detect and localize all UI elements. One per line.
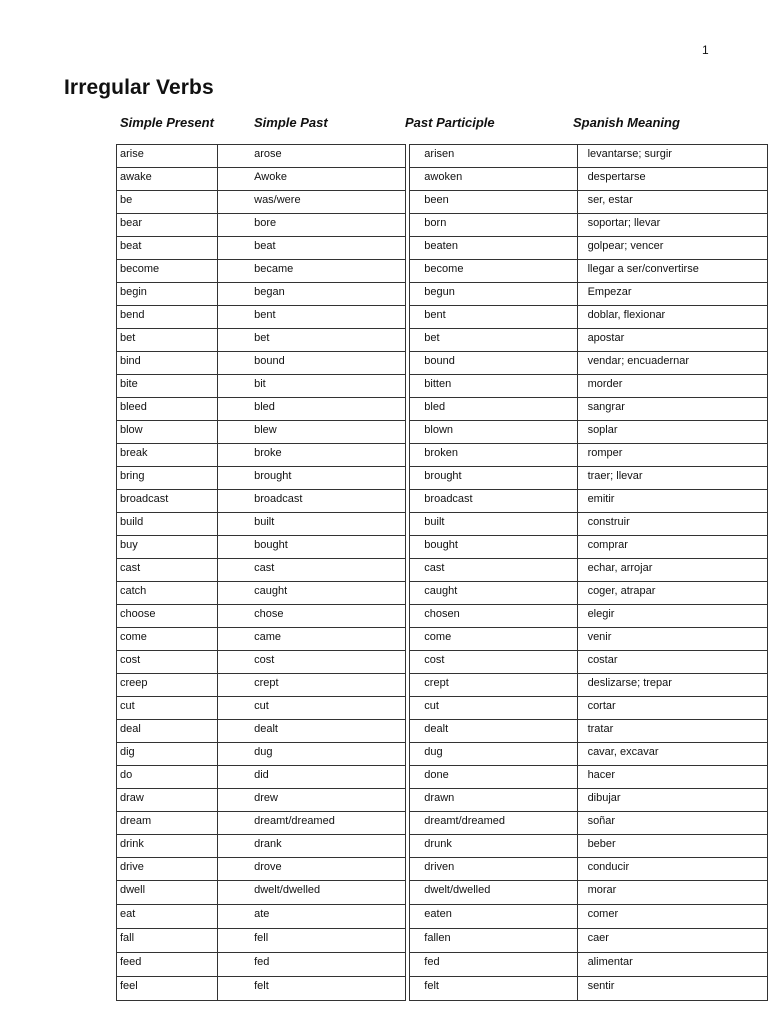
cell-past-participle: cast bbox=[410, 559, 577, 582]
table-row bbox=[117, 237, 768, 260]
cell-simple-present: blow bbox=[117, 421, 218, 444]
cell-spanish-meaning: morar bbox=[577, 881, 767, 905]
cell-simple-past: became bbox=[218, 260, 406, 283]
table-row bbox=[117, 743, 768, 766]
cell-simple-past: drank bbox=[218, 835, 406, 858]
cell-simple-past: crept bbox=[218, 674, 406, 697]
cell-spanish-meaning: despertarse bbox=[577, 168, 767, 191]
cell-simple-present: catch bbox=[117, 582, 218, 605]
cell-simple-past: Awoke bbox=[218, 168, 406, 191]
cell-past-participle: dreamt/dreamed bbox=[410, 812, 577, 835]
table-row bbox=[117, 651, 768, 674]
cell-simple-present: buy bbox=[117, 536, 218, 559]
cell-simple-past: beat bbox=[218, 237, 406, 260]
cell-simple-past: caught bbox=[218, 582, 406, 605]
cell-past-participle: broken bbox=[410, 444, 577, 467]
cell-past-participle: crept bbox=[410, 674, 577, 697]
cell-spanish-meaning: golpear; vencer bbox=[577, 237, 767, 260]
cell-past-participle: fed bbox=[410, 953, 577, 977]
header-simple-present: Simple Present bbox=[120, 115, 214, 130]
cell-spanish-meaning: cortar bbox=[577, 697, 767, 720]
cell-past-participle: been bbox=[410, 191, 577, 214]
table-row bbox=[117, 260, 768, 283]
table-row bbox=[117, 881, 768, 905]
cell-simple-past: dwelt/dwelled bbox=[218, 881, 406, 905]
cell-past-participle: done bbox=[410, 766, 577, 789]
table-row bbox=[117, 835, 768, 858]
cell-past-participle: dealt bbox=[410, 720, 577, 743]
cell-simple-present: choose bbox=[117, 605, 218, 628]
column-headers bbox=[0, 115, 768, 133]
cell-simple-past: was/were bbox=[218, 191, 406, 214]
table-row bbox=[117, 444, 768, 467]
cell-spanish-meaning: echar, arrojar bbox=[577, 559, 767, 582]
cell-simple-past: drove bbox=[218, 858, 406, 881]
table-row bbox=[117, 605, 768, 628]
cell-simple-past: came bbox=[218, 628, 406, 651]
cell-simple-past: bet bbox=[218, 329, 406, 352]
cell-simple-past: brought bbox=[218, 467, 406, 490]
cell-simple-past: bore bbox=[218, 214, 406, 237]
cell-past-participle: cut bbox=[410, 697, 577, 720]
cell-simple-present: feel bbox=[117, 977, 218, 1001]
cell-past-participle: bent bbox=[410, 306, 577, 329]
table-row bbox=[117, 977, 768, 1001]
cell-simple-past: dug bbox=[218, 743, 406, 766]
cell-past-participle: bound bbox=[410, 352, 577, 375]
cell-spanish-meaning: alimentar bbox=[577, 953, 767, 977]
cell-spanish-meaning: elegir bbox=[577, 605, 767, 628]
cell-past-participle: cost bbox=[410, 651, 577, 674]
cell-past-participle: drawn bbox=[410, 789, 577, 812]
table-row bbox=[117, 329, 768, 352]
cell-simple-present: become bbox=[117, 260, 218, 283]
cell-simple-present: bleed bbox=[117, 398, 218, 421]
verb-table-body bbox=[117, 145, 768, 1001]
table-row bbox=[117, 929, 768, 953]
cell-spanish-meaning: doblar, flexionar bbox=[577, 306, 767, 329]
cell-simple-present: come bbox=[117, 628, 218, 651]
cell-simple-past: broke bbox=[218, 444, 406, 467]
cell-simple-present: deal bbox=[117, 720, 218, 743]
cell-spanish-meaning: comer bbox=[577, 905, 767, 929]
cell-simple-past: broadcast bbox=[218, 490, 406, 513]
cell-past-participle: felt bbox=[410, 977, 577, 1001]
cell-simple-past: arose bbox=[218, 145, 406, 168]
cell-spanish-meaning: soplar bbox=[577, 421, 767, 444]
cell-spanish-meaning: vendar; encuadernar bbox=[577, 352, 767, 375]
cell-simple-present: awake bbox=[117, 168, 218, 191]
cell-simple-past: cast bbox=[218, 559, 406, 582]
cell-past-participle: dug bbox=[410, 743, 577, 766]
table-row bbox=[117, 490, 768, 513]
table-row bbox=[117, 697, 768, 720]
cell-spanish-meaning: costar bbox=[577, 651, 767, 674]
cell-spanish-meaning: comprar bbox=[577, 536, 767, 559]
cell-past-participle: bet bbox=[410, 329, 577, 352]
cell-spanish-meaning: apostar bbox=[577, 329, 767, 352]
cell-spanish-meaning: construir bbox=[577, 513, 767, 536]
cell-simple-past: built bbox=[218, 513, 406, 536]
cell-spanish-meaning: traer; llevar bbox=[577, 467, 767, 490]
cell-simple-present: broadcast bbox=[117, 490, 218, 513]
cell-simple-past: cost bbox=[218, 651, 406, 674]
table-row bbox=[117, 720, 768, 743]
cell-spanish-meaning: soñar bbox=[577, 812, 767, 835]
cell-past-participle: broadcast bbox=[410, 490, 577, 513]
cell-spanish-meaning: llegar a ser/convertirse bbox=[577, 260, 767, 283]
cell-simple-present: bear bbox=[117, 214, 218, 237]
cell-simple-past: bound bbox=[218, 352, 406, 375]
cell-spanish-meaning: hacer bbox=[577, 766, 767, 789]
cell-simple-past: bled bbox=[218, 398, 406, 421]
table-row bbox=[117, 905, 768, 929]
cell-spanish-meaning: beber bbox=[577, 835, 767, 858]
cell-past-participle: eaten bbox=[410, 905, 577, 929]
cell-spanish-meaning: romper bbox=[577, 444, 767, 467]
cell-past-participle: driven bbox=[410, 858, 577, 881]
cell-simple-present: arise bbox=[117, 145, 218, 168]
cell-past-participle: fallen bbox=[410, 929, 577, 953]
table-row bbox=[117, 145, 768, 168]
page-number: 1 bbox=[702, 43, 709, 57]
cell-simple-past: blew bbox=[218, 421, 406, 444]
cell-simple-present: cast bbox=[117, 559, 218, 582]
header-spanish-meaning: Spanish Meaning bbox=[573, 115, 680, 130]
cell-simple-present: dream bbox=[117, 812, 218, 835]
table-row bbox=[117, 674, 768, 697]
cell-spanish-meaning: sentir bbox=[577, 977, 767, 1001]
cell-simple-present: bet bbox=[117, 329, 218, 352]
table-row bbox=[117, 168, 768, 191]
verb-table bbox=[116, 144, 768, 1001]
cell-simple-past: did bbox=[218, 766, 406, 789]
table-row bbox=[117, 398, 768, 421]
table-row bbox=[117, 283, 768, 306]
cell-past-participle: built bbox=[410, 513, 577, 536]
cell-simple-present: creep bbox=[117, 674, 218, 697]
cell-simple-present: do bbox=[117, 766, 218, 789]
cell-simple-past: felt bbox=[218, 977, 406, 1001]
cell-spanish-meaning: emitir bbox=[577, 490, 767, 513]
table-row bbox=[117, 306, 768, 329]
cell-past-participle: chosen bbox=[410, 605, 577, 628]
table-row bbox=[117, 789, 768, 812]
cell-past-participle: beaten bbox=[410, 237, 577, 260]
cell-simple-past: bent bbox=[218, 306, 406, 329]
cell-past-participle: bitten bbox=[410, 375, 577, 398]
cell-spanish-meaning: soportar; llevar bbox=[577, 214, 767, 237]
table-row bbox=[117, 628, 768, 651]
cell-past-participle: become bbox=[410, 260, 577, 283]
cell-simple-present: begin bbox=[117, 283, 218, 306]
cell-simple-past: chose bbox=[218, 605, 406, 628]
table-row bbox=[117, 812, 768, 835]
cell-past-participle: dwelt/dwelled bbox=[410, 881, 577, 905]
cell-spanish-meaning: sangrar bbox=[577, 398, 767, 421]
cell-past-participle: arisen bbox=[410, 145, 577, 168]
cell-simple-present: drink bbox=[117, 835, 218, 858]
cell-past-participle: brought bbox=[410, 467, 577, 490]
cell-simple-present: bite bbox=[117, 375, 218, 398]
cell-simple-present: beat bbox=[117, 237, 218, 260]
cell-past-participle: awoken bbox=[410, 168, 577, 191]
cell-past-participle: born bbox=[410, 214, 577, 237]
header-past-participle: Past Participle bbox=[405, 115, 495, 130]
table-row bbox=[117, 421, 768, 444]
cell-past-participle: caught bbox=[410, 582, 577, 605]
cell-spanish-meaning: morder bbox=[577, 375, 767, 398]
cell-simple-past: fell bbox=[218, 929, 406, 953]
cell-simple-present: fall bbox=[117, 929, 218, 953]
cell-simple-present: bring bbox=[117, 467, 218, 490]
document-title: Irregular Verbs bbox=[64, 76, 214, 99]
cell-past-participle: begun bbox=[410, 283, 577, 306]
cell-simple-present: break bbox=[117, 444, 218, 467]
cell-past-participle: bled bbox=[410, 398, 577, 421]
cell-simple-present: cut bbox=[117, 697, 218, 720]
cell-spanish-meaning: caer bbox=[577, 929, 767, 953]
header-simple-past: Simple Past bbox=[254, 115, 328, 130]
cell-spanish-meaning: venir bbox=[577, 628, 767, 651]
cell-simple-present: build bbox=[117, 513, 218, 536]
cell-spanish-meaning: cavar, excavar bbox=[577, 743, 767, 766]
table-row bbox=[117, 375, 768, 398]
cell-simple-past: dealt bbox=[218, 720, 406, 743]
table-row bbox=[117, 513, 768, 536]
cell-simple-present: dig bbox=[117, 743, 218, 766]
cell-simple-past: fed bbox=[218, 953, 406, 977]
table-row bbox=[117, 953, 768, 977]
cell-simple-past: cut bbox=[218, 697, 406, 720]
table-row bbox=[117, 536, 768, 559]
table-row bbox=[117, 467, 768, 490]
cell-simple-present: bind bbox=[117, 352, 218, 375]
cell-spanish-meaning: ser, estar bbox=[577, 191, 767, 214]
cell-past-participle: come bbox=[410, 628, 577, 651]
cell-spanish-meaning: coger, atrapar bbox=[577, 582, 767, 605]
cell-simple-past: bit bbox=[218, 375, 406, 398]
table-row bbox=[117, 214, 768, 237]
cell-past-participle: blown bbox=[410, 421, 577, 444]
cell-spanish-meaning: Empezar bbox=[577, 283, 767, 306]
table-row bbox=[117, 766, 768, 789]
cell-spanish-meaning: dibujar bbox=[577, 789, 767, 812]
table-row bbox=[117, 352, 768, 375]
cell-simple-past: began bbox=[218, 283, 406, 306]
table-row bbox=[117, 191, 768, 214]
cell-simple-past: ate bbox=[218, 905, 406, 929]
cell-simple-present: dwell bbox=[117, 881, 218, 905]
cell-simple-past: dreamt/dreamed bbox=[218, 812, 406, 835]
table-row bbox=[117, 858, 768, 881]
cell-past-participle: bought bbox=[410, 536, 577, 559]
cell-spanish-meaning: deslizarse; trepar bbox=[577, 674, 767, 697]
cell-simple-present: cost bbox=[117, 651, 218, 674]
cell-simple-present: bend bbox=[117, 306, 218, 329]
cell-spanish-meaning: levantarse; surgir bbox=[577, 145, 767, 168]
cell-simple-past: bought bbox=[218, 536, 406, 559]
cell-simple-present: be bbox=[117, 191, 218, 214]
cell-spanish-meaning: conducir bbox=[577, 858, 767, 881]
table-row bbox=[117, 582, 768, 605]
cell-simple-past: drew bbox=[218, 789, 406, 812]
cell-simple-present: drive bbox=[117, 858, 218, 881]
cell-simple-present: eat bbox=[117, 905, 218, 929]
cell-past-participle: drunk bbox=[410, 835, 577, 858]
cell-spanish-meaning: tratar bbox=[577, 720, 767, 743]
cell-simple-present: feed bbox=[117, 953, 218, 977]
table-row bbox=[117, 559, 768, 582]
cell-simple-present: draw bbox=[117, 789, 218, 812]
